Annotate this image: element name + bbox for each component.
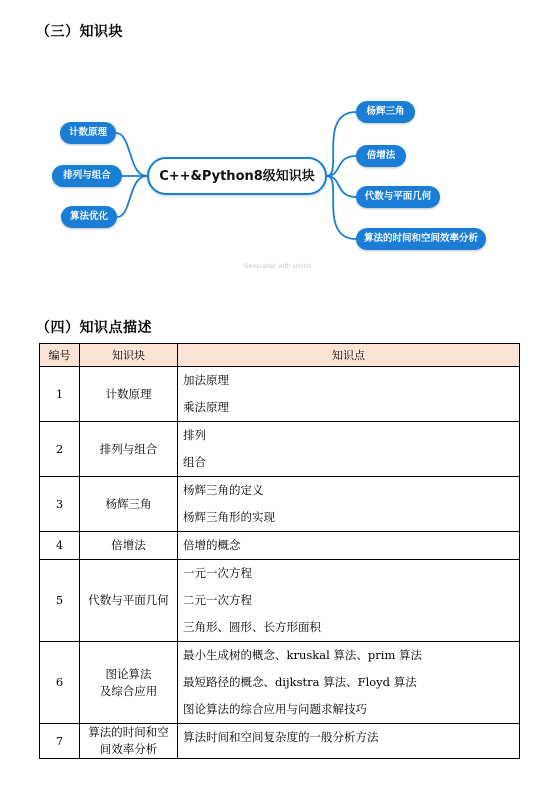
row-number: 2 bbox=[40, 422, 80, 477]
row-knowledge-points bbox=[178, 642, 520, 724]
knowledge-point: 排列 bbox=[183, 428, 206, 442]
block-text: 间效率分析 bbox=[99, 742, 158, 756]
row-knowledge-block bbox=[80, 477, 178, 532]
knowledge-point: 二元一次方程 bbox=[183, 593, 252, 607]
knowledge-point: 算法时间和空间复杂度的一般分析方法 bbox=[183, 730, 379, 744]
row-knowledge-block bbox=[80, 642, 178, 724]
header-knowledge-block: 知识块 bbox=[80, 344, 178, 367]
connector-left-3 bbox=[117, 176, 147, 217]
mindmap-node-algebra-geometry: 代数与平面几何 bbox=[356, 186, 440, 208]
row-knowledge-points bbox=[178, 724, 520, 759]
mindmap-node-complexity-analysis: 算法的时间和空间效率分析 bbox=[356, 228, 486, 250]
connector-right-1 bbox=[327, 112, 356, 176]
table-row bbox=[40, 560, 520, 642]
mind-map bbox=[0, 0, 548, 300]
mindmap-node-yang-hui-triangle: 杨辉三角 bbox=[356, 101, 415, 123]
block-text: 代数与平面几何 bbox=[88, 593, 169, 607]
row-knowledge-points bbox=[178, 422, 520, 477]
row-number: 7 bbox=[40, 724, 80, 759]
knowledge-point: 最小生成树的概念、kruskal 算法、prim 算法 bbox=[183, 648, 423, 662]
section-heading-knowledge-blocks: （三）知识块 bbox=[36, 24, 123, 40]
mind-map-connectors bbox=[0, 0, 548, 300]
row-number: 3 bbox=[40, 477, 80, 532]
row-number: 6 bbox=[40, 642, 80, 724]
knowledge-point: 最短路径的概念、dijkstra 算法、Floyd 算法 bbox=[183, 675, 417, 689]
block-text: 算法的时间和空 bbox=[88, 725, 169, 739]
mindmap-center-node: C++&Python8级知识块 bbox=[147, 157, 327, 195]
row-knowledge-block bbox=[80, 560, 178, 642]
table-row bbox=[40, 477, 520, 532]
knowledge-point: 加法原理 bbox=[183, 373, 229, 387]
block-text: 排列与组合 bbox=[99, 441, 158, 456]
row-knowledge-points bbox=[178, 367, 520, 422]
knowledge-point: 杨辉三角形的实现 bbox=[183, 510, 275, 524]
table-row bbox=[40, 532, 520, 560]
row-number: 1 bbox=[40, 367, 80, 422]
row-number: 4 bbox=[40, 532, 80, 560]
knowledge-point: 组合 bbox=[183, 455, 206, 469]
block-text: 杨辉三角 bbox=[105, 496, 152, 511]
header-knowledge-point: 知识点 bbox=[178, 344, 520, 367]
table-row bbox=[40, 642, 520, 724]
table-row bbox=[40, 367, 520, 422]
knowledge-point: 倍增的概念 bbox=[183, 538, 241, 552]
row-number: 5 bbox=[40, 560, 80, 642]
knowledge-point: 一元一次方程 bbox=[183, 566, 252, 580]
table-header-row bbox=[40, 344, 520, 367]
row-knowledge-block bbox=[80, 367, 178, 422]
connector-left-1 bbox=[116, 133, 147, 176]
xmind-watermark: Generated with xmind bbox=[244, 263, 312, 270]
block-text: 倍增法 bbox=[111, 538, 146, 552]
section-heading-knowledge-points: （四）知识点描述 bbox=[36, 320, 152, 336]
row-knowledge-points bbox=[178, 560, 520, 642]
table-row bbox=[40, 724, 520, 759]
block-text: 及综合应用 bbox=[99, 683, 158, 698]
knowledge-point: 乘法原理 bbox=[183, 400, 229, 414]
row-knowledge-points bbox=[178, 532, 520, 560]
row-knowledge-block bbox=[80, 724, 178, 759]
header-number: 编号 bbox=[40, 344, 80, 367]
block-text: 图论算法 bbox=[105, 666, 152, 681]
mindmap-node-counting-principle: 计数原理 bbox=[60, 122, 116, 144]
connector-right-4 bbox=[327, 176, 356, 239]
mindmap-node-doubling-method: 倍增法 bbox=[356, 145, 406, 167]
block-text: 计数原理 bbox=[105, 386, 152, 401]
mindmap-node-algorithm-optimization: 算法优化 bbox=[61, 206, 117, 228]
table-row bbox=[40, 422, 520, 477]
knowledge-point: 杨辉三角的定义 bbox=[183, 483, 264, 497]
row-knowledge-block bbox=[80, 422, 178, 477]
knowledge-points-table bbox=[39, 343, 520, 759]
mindmap-node-permutation-combination: 排列与组合 bbox=[52, 165, 122, 187]
row-knowledge-block bbox=[80, 532, 178, 560]
row-knowledge-points bbox=[178, 477, 520, 532]
knowledge-point: 图论算法的综合应用与问题求解技巧 bbox=[183, 702, 367, 716]
knowledge-point: 三角形、圆形、长方形面积 bbox=[183, 620, 321, 634]
